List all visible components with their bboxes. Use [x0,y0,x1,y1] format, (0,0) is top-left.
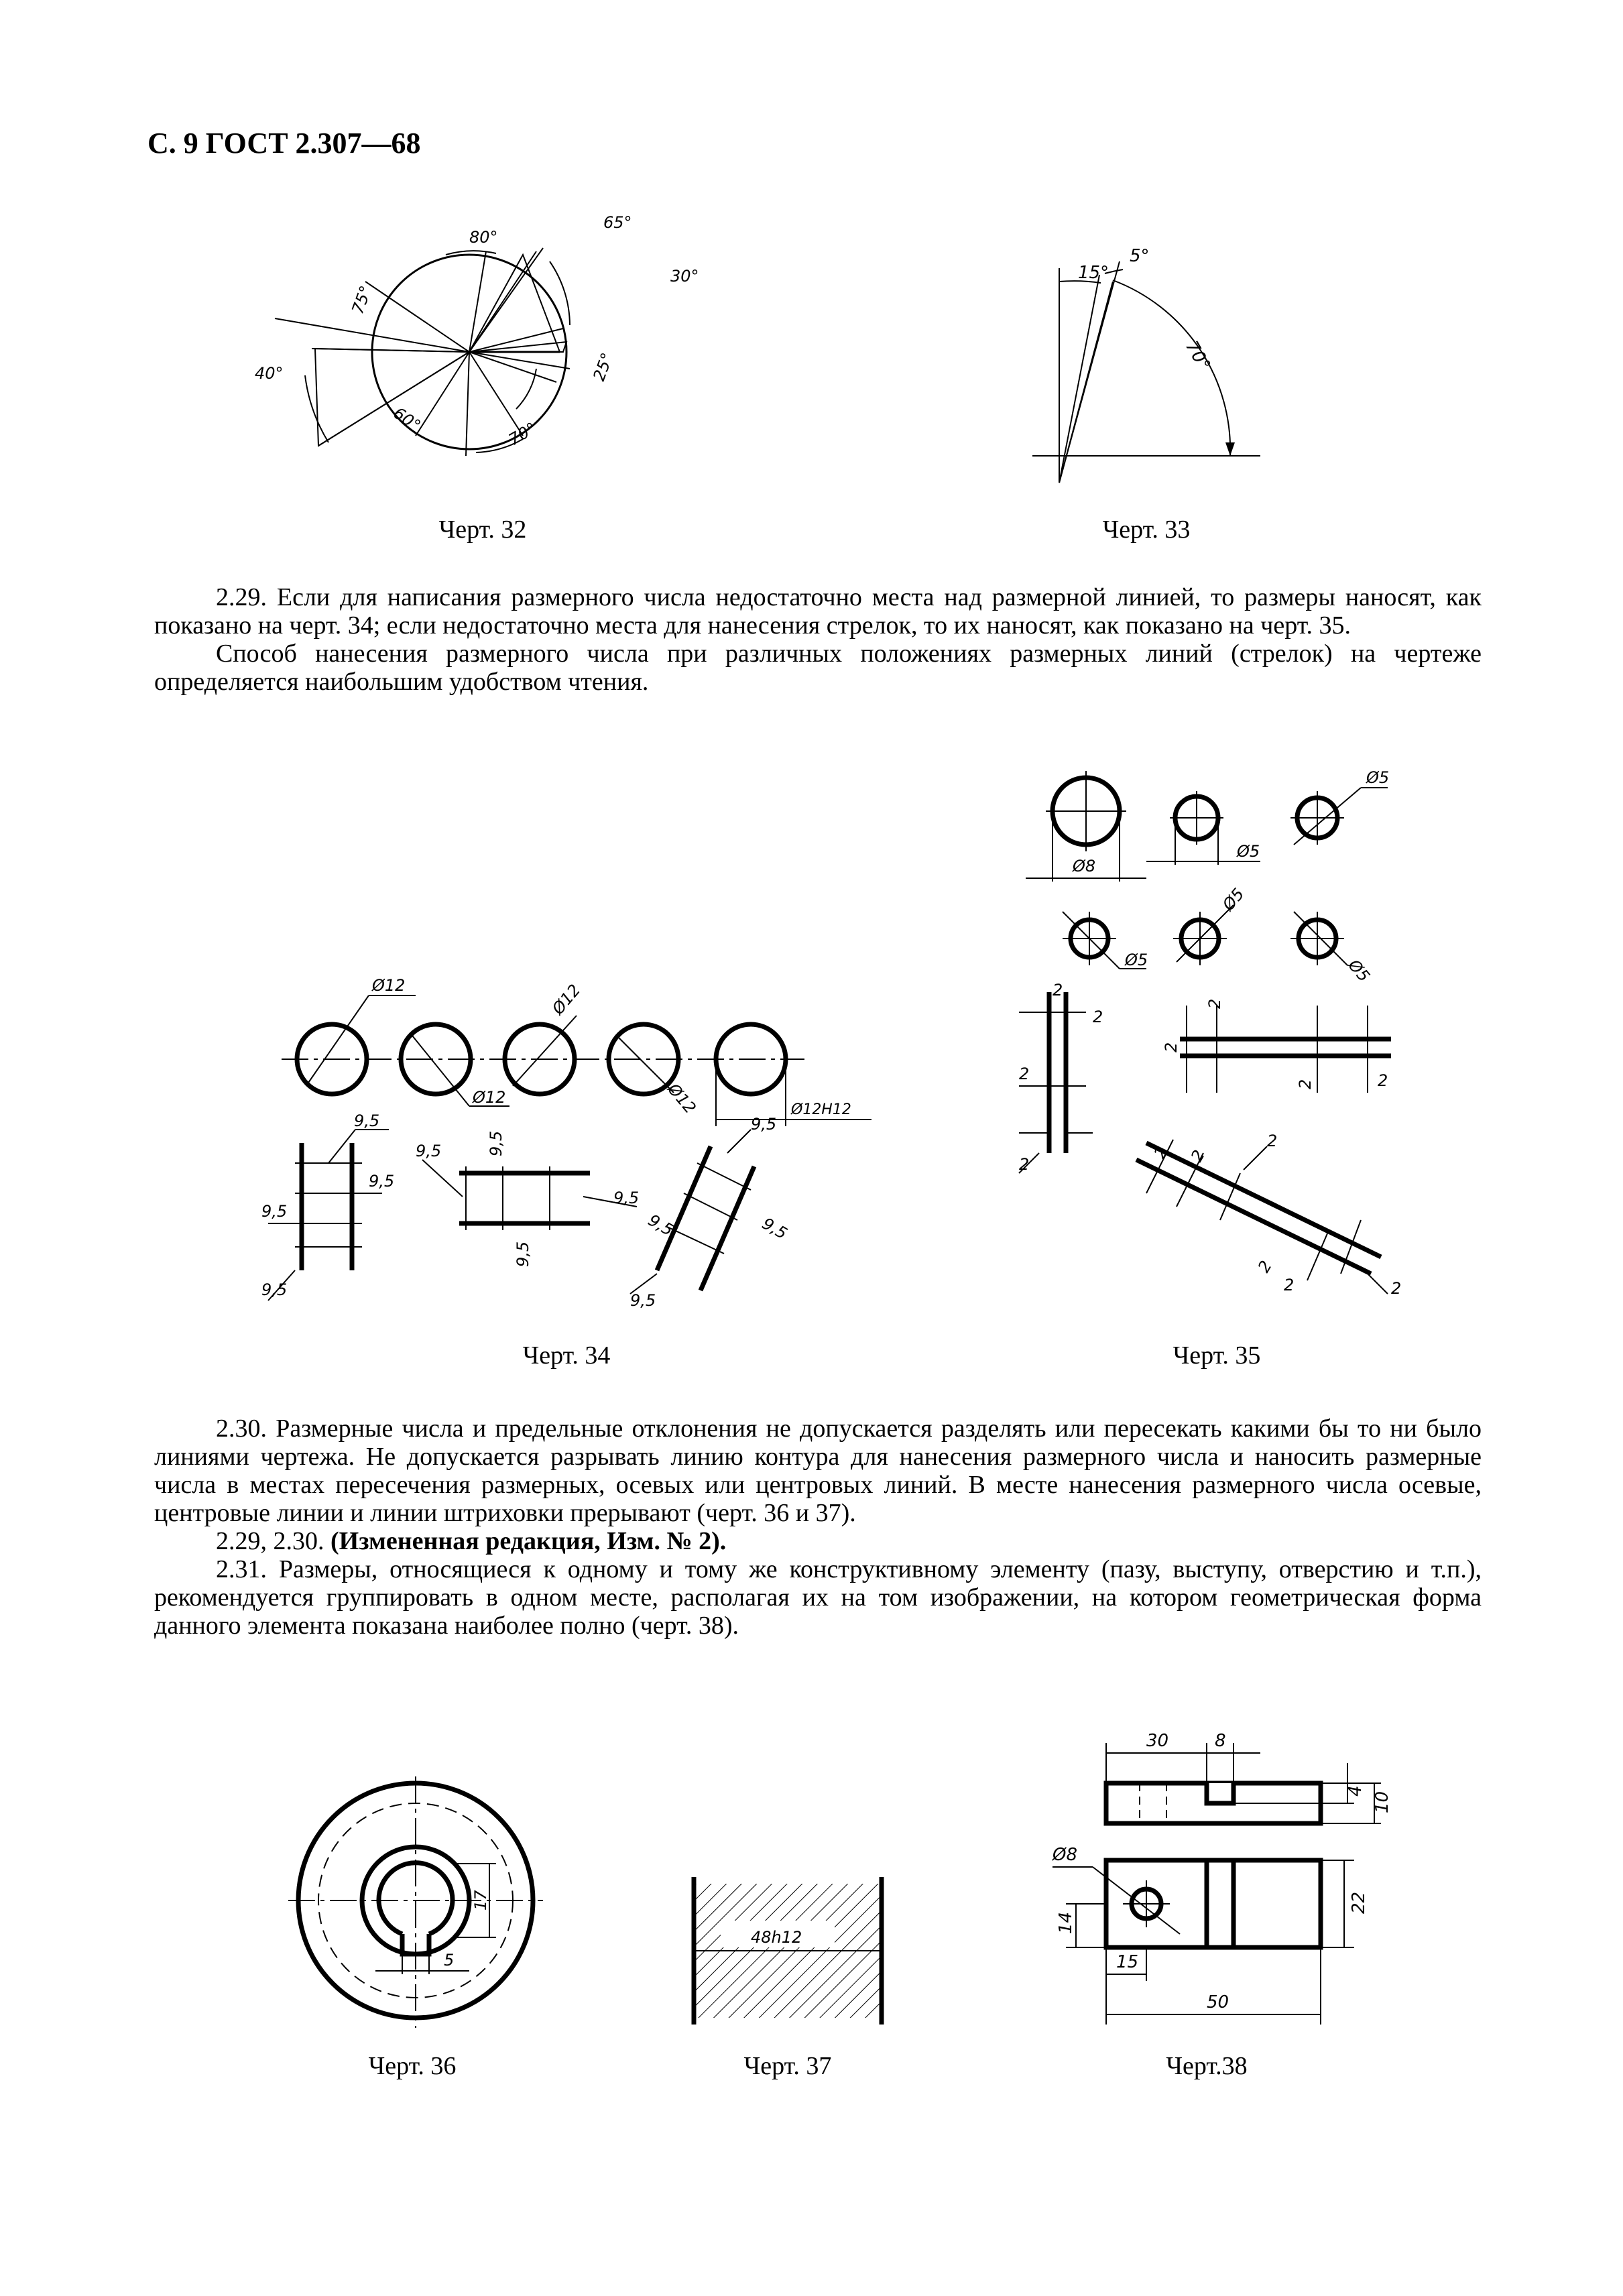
angle-70: 70° [505,418,540,450]
angle-5: 5° [1130,246,1150,266]
label-2-b: 2 [1093,1008,1103,1026]
label-95-l: 9,5 [630,1291,656,1310]
figure-33 [1006,241,1274,496]
paragraph-2-29-a: 2.29. Если для написания размерного числа недостаточно места над размерной линией, то размеры наносят, как показано на черт. 34; если недостаточно места для нанесения стрелок, то их наносят, как показано на черт. 35. [154,583,1482,640]
figure-38 [1039,1716,1394,2031]
angle-25: 25° [589,350,617,384]
label-95-i: 9,5 [751,1115,777,1134]
label-2-h: 2 [1378,1071,1388,1090]
label-d12-d: Ø12 [664,1079,700,1117]
label-22: 22 [1349,1891,1369,1914]
label-95-j: 9,5 [645,1210,677,1240]
caption-fig38: Черт.38 [1166,2052,1248,2080]
figure-34 [255,965,898,1327]
label-95-h: 9,5 [514,1241,532,1267]
label-2-f: 2 [1162,1042,1181,1052]
label-2-g: 2 [1296,1079,1315,1089]
label-5: 5 [444,1951,455,1970]
label-phi8: Ø8 [1053,1845,1078,1865]
paragraph-2-29-b: Способ нанесения размерного числа при различных положениях размерных линий (стрелок) на чертеже определяется наибольшим удобством чтения. [154,640,1482,696]
figure-36 [268,1770,556,2038]
paragraph-2-31-text: 2.31. Размеры, относящиеся к одному и тому же конструктивному элементу (пазу, выступу, отверстию и т.п.), рекомендуется группировать в одном месте, располагая их на том изображении, на котором геометрическая форма данного элемента показана наиболее полно (черт. 38). [154,1555,1482,1640]
caption-fig33: Черт. 33 [1102,516,1191,544]
label-2-n: 2 [1391,1279,1402,1298]
label-d12-a: Ø12 [372,976,406,995]
caption-fig35: Черт. 35 [1173,1341,1261,1370]
angle-60: 60° [389,403,424,436]
label-2-j: 2 [1187,1146,1209,1165]
angle-70-b: 70° [1181,337,1214,375]
label-95-a: 9,5 [354,1111,380,1130]
label-d8: Ø8 [1073,857,1096,875]
label-2-i: 2 [1150,1143,1172,1162]
label-2-e: 2 [1205,998,1224,1009]
label-d5-d: Ø5 [1219,884,1248,914]
label-d12-b: Ø12 [473,1088,506,1107]
paragraph-2-29 [154,583,1482,696]
amendment-note [154,1527,1482,1555]
label-d5-e: Ø5 [1344,955,1374,986]
angle-75: 75° [348,283,376,317]
caption-fig32: Черт. 32 [438,516,527,544]
angle-80: 80° [469,228,498,247]
label-95-k: 9,5 [759,1213,791,1244]
label-17: 17 [471,1890,490,1911]
label-d12h12: Ø12H12 [791,1101,851,1118]
label-d5-c: Ø5 [1125,951,1148,969]
label-95-e: 9,5 [416,1142,442,1160]
figure-35 [1012,758,1415,1307]
label-95-d: 9,5 [261,1280,288,1299]
label-10: 10 [1372,1791,1392,1813]
label-2-k: 2 [1267,1132,1278,1150]
label-8: 8 [1215,1731,1226,1751]
label-d5-b: Ø5 [1366,768,1390,787]
label-d5-a: Ø5 [1237,842,1260,861]
label-d12-c: Ø12 [548,980,585,1018]
angle-30: 30° [670,267,699,286]
amendment-bold: (Измененная редакция, Изм. № 2). [330,1527,727,1555]
paragraph-2-30 [154,1414,1482,1640]
paragraph-2-30-text: 2.30. Размерные числа и предельные отклонения не допускается разделять или пересекать какими бы то ни было линиями чертежа. Не допускается разрывать линию контура для нанесения размерного числа и наносить размерные числа в местах пересечения размерных, осевых или центровых линий. В месте нанесения размерного числа осевые, центровые линии и линии штриховки прерывают (черт. 36 и 37). [154,1414,1482,1527]
label-2-a: 2 [1053,981,1063,1000]
label-14: 14 [1056,1911,1076,1934]
label-4: 4 [1345,1785,1366,1797]
label-95-g: 9,5 [613,1189,640,1207]
angle-65: 65° [603,213,632,232]
caption-fig37: Черт. 37 [743,2052,832,2080]
caption-fig36: Черт. 36 [368,2052,457,2080]
label-95-c: 9,5 [261,1202,288,1221]
label-2-c: 2 [1019,1065,1030,1083]
label-95-f: 9,5 [487,1130,505,1156]
label-2-m: 2 [1284,1276,1295,1294]
angle-15: 15° [1078,263,1109,283]
caption-fig34: Черт. 34 [522,1341,611,1370]
label-2-l: 2 [1254,1257,1276,1276]
label-2-d: 2 [1019,1155,1030,1174]
label-48h12: 48h12 [751,1928,802,1947]
page-header: С. 9 ГОСТ 2.307—68 [147,127,421,160]
label-15: 15 [1116,1952,1139,1972]
amendment-prefix: 2.29, 2.30. [216,1527,330,1555]
label-50: 50 [1207,1992,1229,2012]
label-30: 30 [1146,1731,1169,1751]
figure-37 [687,1877,888,2025]
figure-32 [255,215,724,496]
angle-40: 40° [255,364,284,383]
label-95-b: 9,5 [369,1172,395,1191]
